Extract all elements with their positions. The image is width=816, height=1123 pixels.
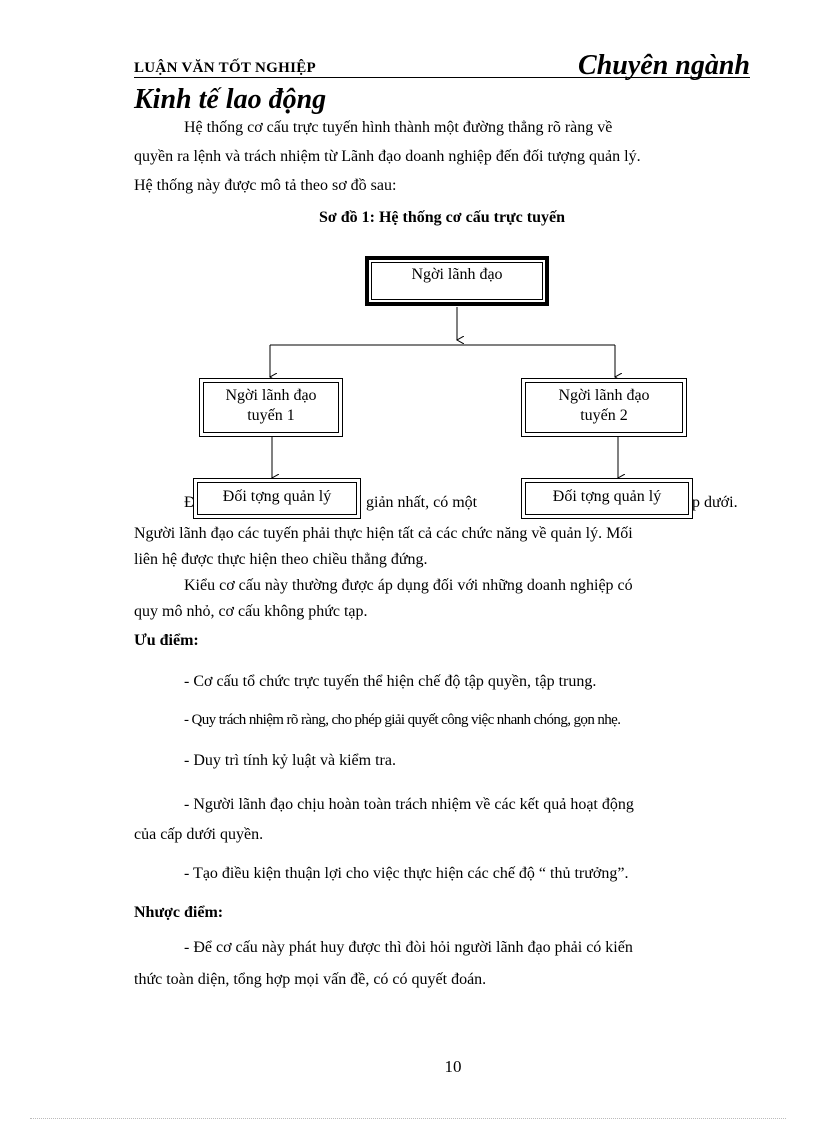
header-thesis-label: LUẬN VĂN TỐT NGHIỆP: [134, 60, 316, 76]
box-line-leader-1-l1: Ngời lãnh đạo: [225, 387, 317, 404]
box-line-leader-1: [203, 382, 339, 433]
page-bottom-border: [30, 1118, 786, 1119]
advantage-1: - Cơ cấu tổ chức trực tuyến thể hiện chế độ tập quyền, tập trung.: [184, 673, 597, 690]
box-object-right: [525, 482, 689, 515]
page-number: 10: [444, 1057, 462, 1076]
body-p2-line-2: quy mô nhỏ, cơ cấu không phức tạp.: [134, 603, 368, 620]
box-top-leader-label: Ngời lãnh đạo: [411, 266, 503, 283]
disadvantage-1-line-1: - Để cơ cấu này phát huy được thì đòi hỏi người lãnh đạo phải có kiến: [184, 939, 633, 956]
box-object-right-label: Đối tợng quản lý: [552, 488, 662, 505]
disadvantages-heading: Nhược điểm:: [134, 904, 224, 921]
advantage-3: - Duy trì tính kỷ luật và kiểm tra.: [184, 752, 396, 769]
intro-line-3: Hệ thống này được mô tả theo sơ đồ sau:: [134, 177, 397, 194]
body-p1-fragment-b: giản nhất, có một: [366, 494, 478, 511]
body-p1-fragment-c: p dưới.: [692, 494, 738, 511]
intro-line-2: quyền ra lệnh và trách nhiệm từ Lãnh đạo doanh nghiệp đến đối tượng quản lý.: [134, 148, 641, 165]
box-line-leader-1-l2: tuyến 1: [247, 407, 295, 424]
diagram-caption: Sơ đồ 1: Hệ thống cơ cấu trực tuyến: [319, 209, 565, 226]
box-object-left-label: Đối tợng quản lý: [222, 488, 332, 505]
advantage-4-line-2: của cấp dưới quyền.: [134, 826, 264, 843]
box-line-leader-2-l1: Ngời lãnh đạo: [558, 387, 650, 404]
advantage-5: - Tạo điều kiện thuận lợi cho việc thực hiện các chế độ “ thủ trưởng”.: [184, 865, 629, 882]
advantage-2: - Quy trách nhiệm rõ ràng, cho phép giải quyết công việc nhanh chóng, gọn nhẹ.: [184, 712, 621, 728]
box-line-leader-2: [525, 382, 683, 433]
intro-line-1: Hệ thống cơ cấu trực tuyến hình thành một đường thẳng rõ ràng về: [184, 119, 613, 136]
box-line-leader-2-l2: tuyến 2: [580, 407, 628, 424]
body-p1-line-2: Người lãnh đạo các tuyến phải thực hiện tất cả các chức năng về quản lý. Mối: [134, 525, 633, 542]
body-p2-line-1: Kiểu cơ cấu này thường được áp dụng đối với những doanh nghiệp có: [184, 577, 633, 594]
advantage-4-line-1: - Người lãnh đạo chịu hoàn toàn trách nhiệm về các kết quả hoạt động: [184, 796, 634, 813]
advantages-heading: Ưu điểm:: [134, 632, 199, 649]
body-p1-line-3: liên hệ được thực hiện theo chiều thẳng đứng.: [134, 551, 428, 568]
box-top-leader: [365, 256, 549, 306]
disadvantage-1-line-2: thức toàn diện, tổng hợp mọi vấn đề, có có quyết đoán.: [134, 971, 487, 988]
box-object-left: [197, 482, 357, 515]
body-p1-fragment-a: Đ: [184, 494, 196, 511]
header-major-label: Chuyên ngành: [578, 50, 750, 81]
header-major-name: Kinh tế lao động: [134, 84, 327, 115]
